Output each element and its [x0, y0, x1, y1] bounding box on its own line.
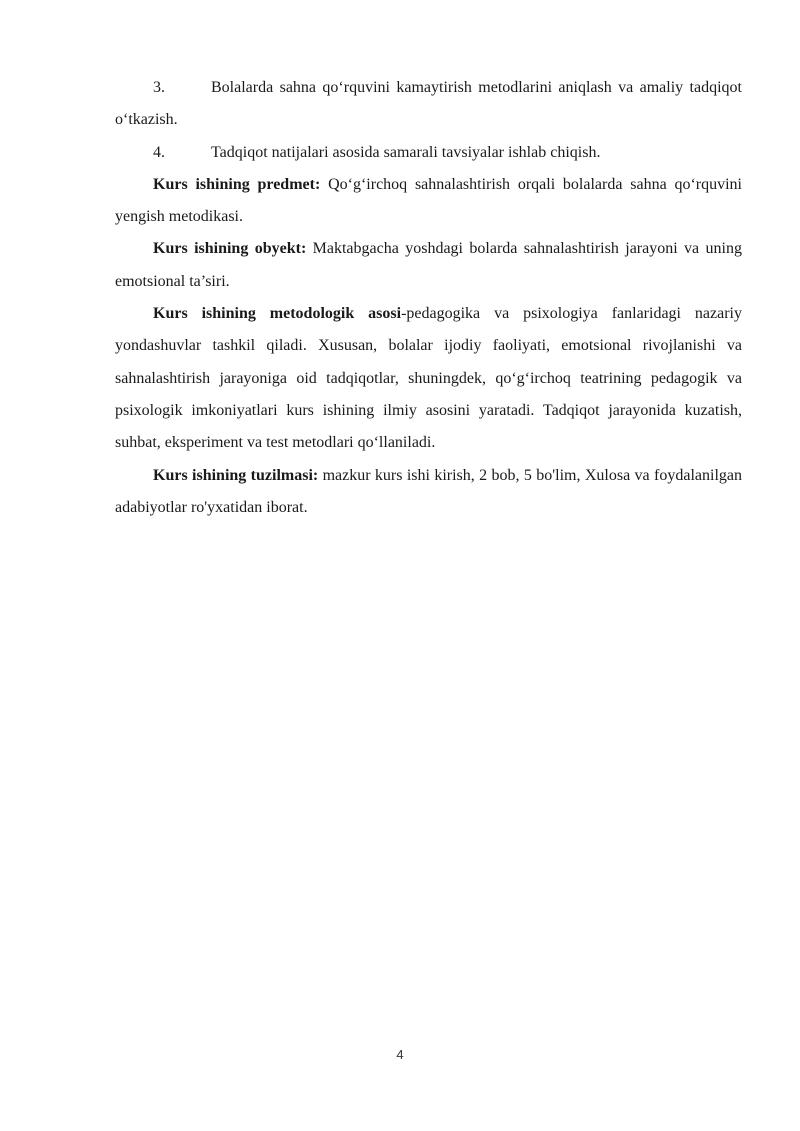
paragraph-tuzilma: [115, 460, 742, 525]
paragraph-label: Kurs ishining predmet:: [153, 175, 321, 193]
list-item-number: 4.: [153, 143, 165, 161]
page-number: 4: [396, 1047, 404, 1062]
paragraph-text: mazkur kurs ishi kirish, 2 bob, 5 bo'lim, Xulosa va foydalanilgan adabiyotlar ro'yxatidan iborat.: [115, 466, 742, 516]
list-item-number: 3.: [153, 79, 165, 96]
paragraph-label: Kurs ishining tuzilmasi:: [153, 466, 319, 484]
paragraph-label: Kurs ishining metodologik asosi: [153, 305, 402, 323]
paragraph-text: Maktabgacha yoshdagi bolarda sahnalashtirish jarayoni va uning emotsional ta’siri.: [115, 240, 742, 290]
list-item-text: Tadqiqot natijalari asosida samarali tavsiyalar ishlab chiqish.: [211, 143, 601, 161]
paragraph-label: Kurs ishining obyekt:: [153, 240, 307, 258]
paragraph-obyekt: [115, 233, 742, 298]
list-item: [115, 137, 742, 169]
list-item-text: Bolalarda sahna qo‘rquvini kamaytirish metodlarini aniqlash va amaliy tadqiqot o‘tkazish.: [115, 79, 742, 129]
list-item: [115, 72, 742, 137]
paragraph-text: Qo‘g‘irchoq sahnalashtirish orqali bolalarda sahna qo‘rquvini yengish metodikasi.: [115, 175, 742, 226]
paragraph-metodologik-asos: [115, 298, 742, 459]
paragraph-text: -pedagogika va psixologiya fanlaridagi nazariy yondashuvlar tashkil qiladi. Xususan, bolalar ijodiy faoliyati, emotsional rivojlanishi va sahnalashtirish jarayoniga oid tadqiqotlar, shuningdek, qo‘g‘irchoq teatrining pedagogik va psixologik imkoniyatlari kurs ishining ilmiy asosini yaratadi. Tadqiqot jarayonida kuzatish, suhbat, eksperiment va test metodlari qo‘llaniladi.: [115, 305, 742, 452]
paragraph-predmet: [115, 169, 742, 234]
document-body: [115, 72, 742, 524]
